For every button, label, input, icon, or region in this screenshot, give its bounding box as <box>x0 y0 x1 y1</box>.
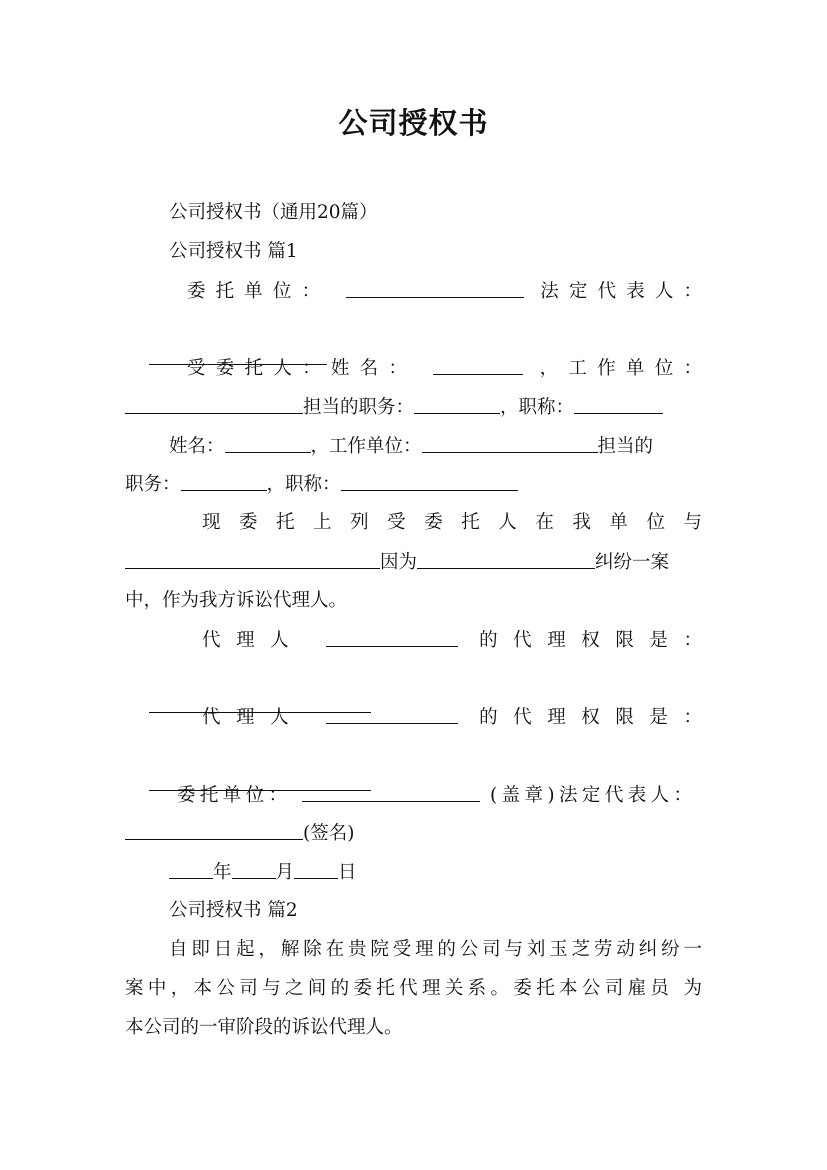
signature-unit-blank[interactable] <box>302 781 480 802</box>
agent2-name-label: 姓名： <box>169 436 225 457</box>
agent-blank-2[interactable] <box>326 703 458 724</box>
agent2-position-label-a: 担当的 <box>597 436 654 457</box>
section-2-paragraph-line-2: 案中，本公司与之间的委托代理关系。委托本公司雇员 为 <box>125 978 702 999</box>
agent-workplace-blank[interactable] <box>125 393 303 414</box>
agent-authority-line-1 <box>202 626 702 654</box>
signature-label: (签名) <box>303 823 355 844</box>
authority-blank-line-1 <box>125 664 702 692</box>
dispute-case-label: 纠纷一案 <box>595 552 670 573</box>
agent2-title-blank[interactable] <box>341 470 518 491</box>
year-blank[interactable] <box>169 858 213 879</box>
authority-label-2: 的代理权限是： <box>479 707 702 728</box>
agent-label-2: 代理人 <box>202 707 305 728</box>
agent-position-label: 担当的职务： <box>303 397 415 418</box>
agent2-position-blank[interactable] <box>181 470 267 491</box>
signature-blank[interactable] <box>125 819 303 840</box>
month-blank[interactable] <box>232 858 276 879</box>
signature-unit-label: 委托单位： <box>177 785 292 806</box>
agent-position-line <box>125 393 702 421</box>
agent2-workplace-blank[interactable] <box>422 432 598 453</box>
entrusting-unit-blank[interactable] <box>346 277 524 298</box>
entrust-statement-line: 现委托上列受委托人在我单位与 <box>202 512 702 533</box>
agent-label-1: 代理人 <box>202 630 305 651</box>
year-label: 年 <box>213 862 232 883</box>
entrusting-unit-line <box>187 277 702 305</box>
signature-unit-line <box>177 781 692 809</box>
counterparty-blank[interactable] <box>125 548 380 569</box>
because-label: 因为 <box>380 552 418 573</box>
agent2-workplace-label: ，工作单位： <box>310 436 422 457</box>
section-2-heading: 公司授权书 篇2 <box>169 900 298 921</box>
agent-workplace-label: ，工作单位： <box>539 358 702 379</box>
month-label: 月 <box>275 862 295 883</box>
legal-rep-label: 法定代表人： <box>540 281 702 302</box>
date-line <box>169 858 702 886</box>
section-1-heading: 公司授权书 篇1 <box>169 241 298 262</box>
signature-line <box>125 819 702 847</box>
document-subtitle: 公司授权书（通用20篇） <box>169 202 378 223</box>
entrusting-unit-label: 委托单位： <box>187 281 331 302</box>
agent-name-blank[interactable] <box>433 354 523 375</box>
agent2-title-label: ，职称： <box>266 474 341 495</box>
section-2-paragraph-line-1: 自即日起，解除在贵院受理的公司与刘玉芝劳动纠纷一 <box>169 939 702 960</box>
agent-name-label: 受委托人：姓名： <box>187 358 418 379</box>
agent-name-line <box>187 354 702 382</box>
legal-rep-blank-line <box>125 316 702 344</box>
dispute-reason-blank[interactable] <box>417 548 595 569</box>
day-label: 日 <box>338 862 357 883</box>
agent2-name-line <box>169 432 702 460</box>
agent-blank-1[interactable] <box>326 626 458 647</box>
document-title: 公司授权书 <box>338 106 489 140</box>
agent-title-blank[interactable] <box>574 393 663 414</box>
agent-position-blank[interactable] <box>414 393 500 414</box>
litigation-agent-line: 中，作为我方诉讼代理人。 <box>125 590 348 611</box>
section-2-paragraph-line-3: 本公司的一审阶段的诉讼代理人。 <box>125 1017 403 1038</box>
seal-legal-rep-label: (盖章)法定代表人： <box>490 785 692 806</box>
dispute-line <box>125 548 702 576</box>
authority-blank-line-2 <box>125 742 702 770</box>
day-blank[interactable] <box>294 858 338 879</box>
agent2-name-blank[interactable] <box>225 432 311 453</box>
agent2-position-label-b: 职务： <box>125 474 181 495</box>
agent2-position-line <box>125 470 702 498</box>
agent-authority-line-2 <box>202 703 702 731</box>
authority-label-1: 的代理权限是： <box>479 630 702 651</box>
agent-title-label: ，职称： <box>500 397 575 418</box>
